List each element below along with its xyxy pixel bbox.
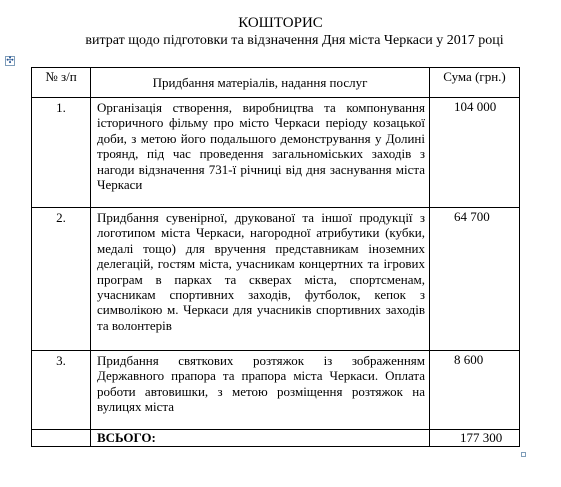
table-row	[32, 351, 520, 430]
table-total-row	[32, 430, 520, 447]
document-title: КОШТОРИС	[238, 15, 323, 31]
row-description[interactable]: Придбання сувенірної, друкованої та іншої продукції з логотипом міста Черкаси, нагородної атрибутики (кубки, медалі тощо) для вручення представникам іноземних делегацій, гостям міста, учасникам концертних та ігрових програм в парках та скверах міста, спортсменам, учасникам спортивних заходів, футболок, кепок з символікою м. Черкаси для учасників спортивних заходів та волонтерів	[91, 208, 430, 351]
row-number[interactable]: 3.	[32, 351, 91, 430]
document-subtitle: витрат щодо підготовки та відзначення Дня міста Черкаси у 2017 році	[85, 33, 504, 48]
table-move-icon[interactable]: ✣	[6, 56, 14, 66]
row-description[interactable]: Придбання святкових розтяжок із зображенням Державного прапора та прапора міста Черкаси. Оплата роботи автовишки, з метою розміщення розтяжок на вулицях міста	[91, 351, 430, 430]
total-label[interactable]: ВСЬОГО:	[91, 430, 430, 447]
row-number[interactable]: 1.	[32, 98, 91, 208]
row-amount[interactable]: 104 000	[430, 98, 520, 208]
table-header-row	[32, 68, 520, 98]
budget-table	[31, 67, 520, 447]
total-empty-cell[interactable]	[32, 430, 91, 447]
row-number[interactable]: 2.	[32, 208, 91, 351]
row-description[interactable]: Організація створення, виробництва та компонування історичного фільму про місто Черкаси періоду козацької доби, з метою його подальшого демонстрування у Долині троянд, під час проведення загальноміських заходів з нагоди відзначення 731-ї річниці від дня заснування міста Черкаси	[91, 98, 430, 208]
table-row	[32, 98, 520, 208]
table-resize-icon[interactable]	[521, 452, 526, 457]
header-amount: Сума (грн.)	[430, 68, 520, 98]
row-amount[interactable]: 8 600	[430, 351, 520, 430]
row-amount[interactable]: 64 700	[430, 208, 520, 351]
table-row	[32, 208, 520, 351]
header-number: № з/п	[32, 68, 91, 98]
total-amount[interactable]: 177 300	[430, 430, 520, 447]
header-description: Придбання матеріалів, надання послуг	[91, 68, 430, 98]
